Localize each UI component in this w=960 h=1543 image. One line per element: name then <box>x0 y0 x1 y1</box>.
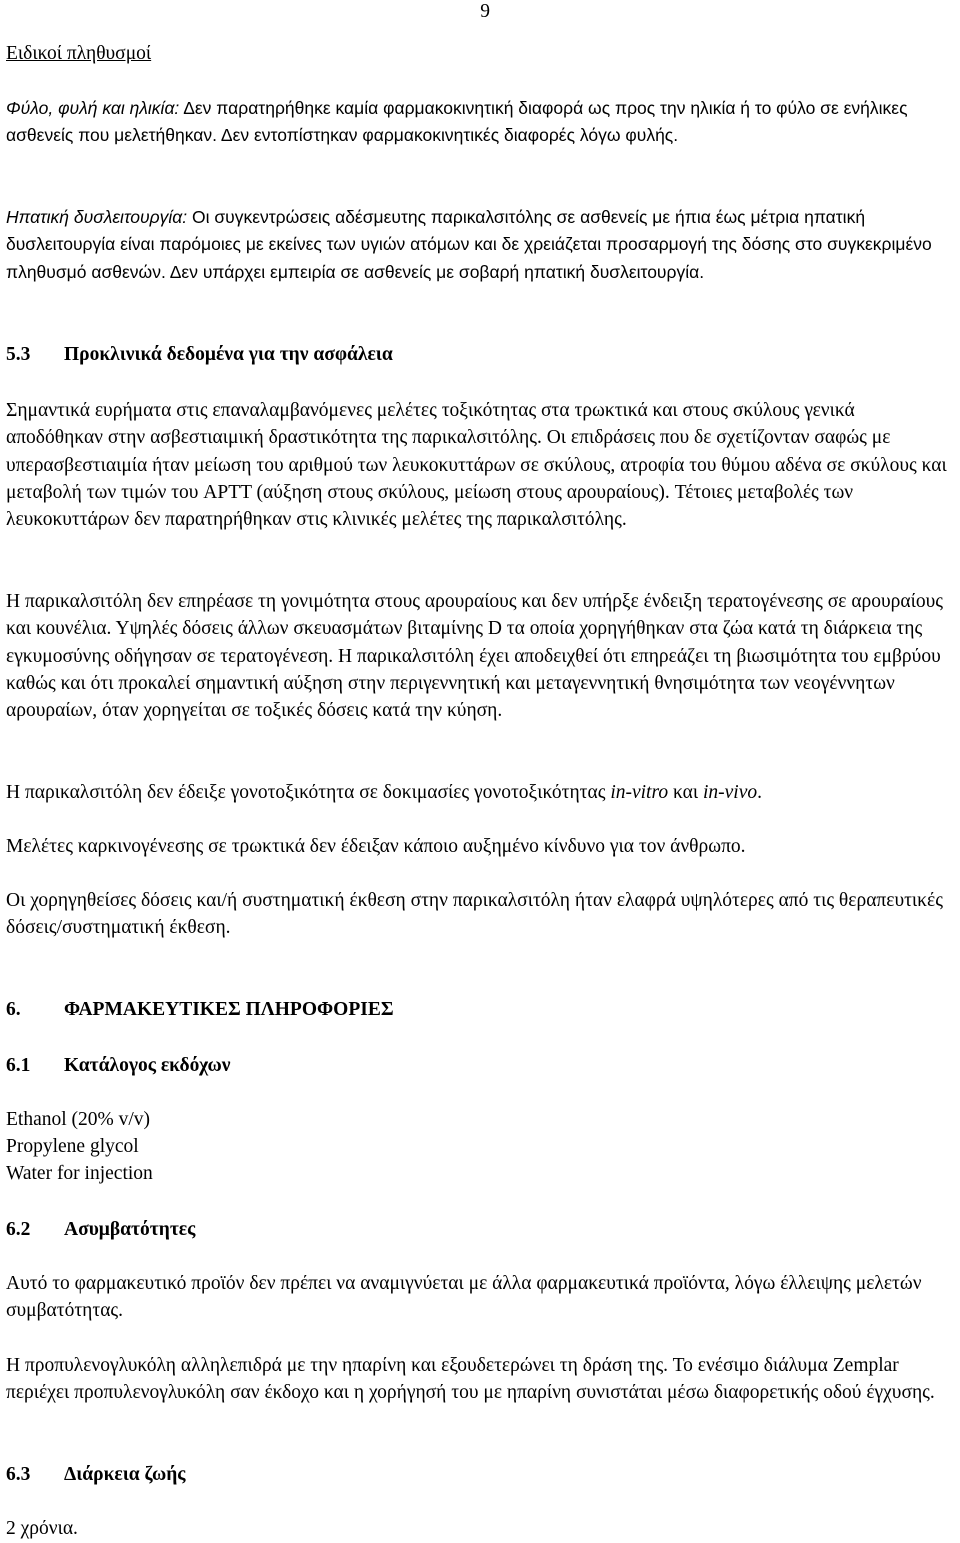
hepatic-paragraph <box>6 204 956 286</box>
hepatic-label: Ηπατική δυσλειτουργία: <box>6 207 188 227</box>
preclinical-paragraph-3 <box>6 779 956 806</box>
section-6-title: ΦΑΡΜΑΚΕΥΤΙΚΕΣ ΠΛΗΡΟΦΟΡΙΕΣ <box>64 999 394 1020</box>
section-6-1-title: Κατάλογος εκδόχων <box>64 1055 231 1076</box>
special-populations-title: Ειδικοί πληθυσμοί <box>6 43 152 64</box>
gender-age-label: Φύλο, φυλή και ηλικία: <box>6 98 180 118</box>
section-6-3-heading <box>6 1462 186 1488</box>
section-5-3-heading <box>6 342 393 368</box>
in-vitro-term: in-vitro <box>610 782 669 803</box>
excipient-item: Propylene glycol <box>6 1136 139 1157</box>
excipient-item: Ethanol (20% v/v) <box>6 1109 151 1130</box>
section-6-number: 6. <box>6 999 21 1020</box>
incompatibility-paragraph-1: Αυτό το φαρμακευτικό προϊόν δεν πρέπει να αναμιγνύεται με άλλα φαρμακευτικά προϊόντα, λόγω έλλειψης μελετών συμβατότητας. <box>6 1273 922 1322</box>
in-vivo-term: in-vivo <box>702 782 758 803</box>
section-5-3-title: Προκλινικά δεδομένα για την ασφάλεια <box>64 344 393 365</box>
section-6-2-title: Ασυμβατότητες <box>64 1219 196 1240</box>
incompatibility-paragraph-2: Η προπυλενογλυκόλη αλληλεπιδρά με την ηπαρίνη και εξουδετερώνει τη δράση της. Το ενέσιμο διάλυμα Zemplar περιέχει προπυλενογλυκόλη σαν έκδοχο και η χορήγησή του με ηπαρίνη συνιστάται μέσω διαφορετικής οδού έγχυσης. <box>6 1355 935 1404</box>
gender-age-text: Δεν παρατηρήθηκε καμία φαρμακοκινητική διαφορά ως προς την ηλικία ή το φύλο σε ενήλικες ασθενείς που μελετήθηκαν. Δεν εντοπίστηκαν φαρμακοκινητικές διαφορές λόγω φυλής. <box>6 98 908 146</box>
preclinical-paragraph-5: Οι χορηγηθείσες δόσεις και/ή συστηματική έκθεση στην παρικαλσιτόλη ήταν ελαφρά υψηλότερες από τις θεραπευτικές δόσεις/συστηματική έκθεση. <box>6 890 943 939</box>
preclinical-paragraph-4: Μελέτες καρκινογένεσης σε τρωκτικά δεν έδειξαν κάποιο αυξημένο κίνδυνο για τον άνθρωπο. <box>6 836 746 857</box>
shelf-life-text: 2 χρόνια. <box>6 1518 78 1539</box>
preclinical-paragraph-2: Η παρικαλσιτόλη δεν επηρέασε τη γονιμότητα στους αρουραίους και δεν υπήρξε ένδειξη τερατογένεσης σε αρουραίους και κουνέλια. Υψηλές δόσεις άλλων σκευασμάτων βιταμίνης D τα οποία χορηγήθηκαν στα ζώα κατά τη διάρκεια της εγκυμοσύνης οδήγησαν σε τερατογένεση. Η παρικαλσιτόλη έχει αποδειχθεί ότι επηρεάζει τη βιωσιμότητα του εμβρύου καθώς και ότι προκαλεί σημαντική αύξηση στην περιγεννητική και μεταγεννητική θνησιμότητα των νεογέννητων αρουραίων, όταν χορηγείται σε τοξικές δόσεις κατά την κύηση. <box>6 591 943 722</box>
section-6-2-heading <box>6 1217 195 1243</box>
page-number: 9 <box>480 1 490 22</box>
genotox-end: . <box>757 782 762 803</box>
preclinical-paragraph-1: Σημαντικά ευρήματα στις επαναλαμβανόμενες μελέτες τοξικότητας στα τρωκτικά και στους σκύλους γενικά αποδόθηκαν στην ασβεστιαιμική δραστικότητα της παρικαλσιτόλης. Οι επιδράσεις που δε σχετίζονταν σαφώς με υπερασβεστιαιμία ήταν μείωση του αριθμού των λευκοκυττάρων σε σκύλους, ατροφία του θύμου αδένα σε σκύλους και μεταβολή των τιμών του APTT (αύξηση στους σκύλους, μείωση στους αρουραίους). Τέτοιες μεταβολές των λευκοκυττάρων δεν παρατηρήθηκαν στις κλινικές μελέτες της παρικαλσιτόλης. <box>6 400 947 531</box>
excipient-item: Water for injection <box>6 1163 153 1184</box>
hepatic-text: Οι συγκεντρώσεις αδέσμευτης παρικαλσιτόλης σε ασθενείς με ήπια έως μέτρια ηπατική δυσλειτουργία είναι παρόμοιες με εκείνες των υγιών ατόμων και δε χρειάζεται προσαρμογή της δόσης στο συγκεκριμένο πληθυσμό ασθενών. Δεν υπάρχει εμπειρία σε ασθενείς με σοβαρή ηπατική δυσλειτουργία. <box>6 207 932 282</box>
section-6-2-number: 6.2 <box>6 1219 31 1240</box>
section-6-3-title: Διάρκεια ζωής <box>64 1464 186 1485</box>
gender-age-paragraph <box>6 95 956 150</box>
genotox-and: και <box>668 782 703 803</box>
section-6-1-heading <box>6 1053 231 1079</box>
section-5-3-number: 5.3 <box>6 344 31 365</box>
genotox-text: Η παρικαλσιτόλη δεν έδειξε γονοτοξικότητα σε δοκιμασίες γονοτοξικότητας <box>6 782 611 803</box>
section-6-3-number: 6.3 <box>6 1464 31 1485</box>
section-6-1-number: 6.1 <box>6 1055 31 1076</box>
section-6-heading <box>6 997 394 1023</box>
